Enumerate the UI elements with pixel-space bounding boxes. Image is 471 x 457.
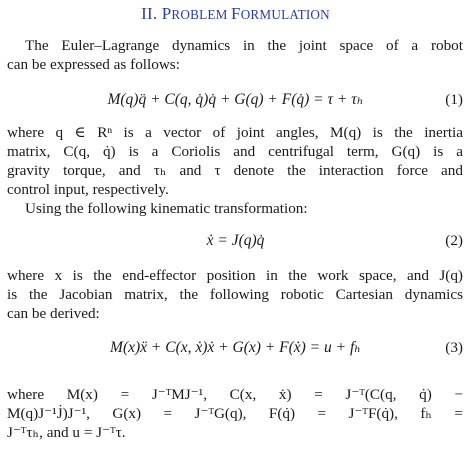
- equation-1: [0, 89, 471, 111]
- equation-3: [0, 337, 471, 359]
- paragraph-line: M(q)J⁻¹J̇)J⁻¹, G(x) = J⁻ᵀG(q), F(q̇) = J⁻ᵀF(q̇), fₕ =: [7, 405, 463, 422]
- paragraph-line: where q ∈ Rⁿ is a vector of joint angles, M(q) is the inertia: [7, 124, 463, 141]
- paragraph-line: where M(x) = J⁻ᵀMJ⁻¹, C(x, ẋ) = J⁻ᵀ(C(q, q̇) −: [7, 386, 463, 403]
- section-title-rest-2: ORMULATION: [240, 7, 330, 22]
- paragraph-line: gravity torque, and τₕ and τ denote the interaction force and: [7, 162, 463, 179]
- equation-formula: M(x)ẍ + C(x, ẋ)ẋ + G(x) + F(ẋ) = u + fₕ: [110, 339, 361, 356]
- equation-number: (1): [445, 91, 463, 108]
- equation-formula: M(q)q̈ + C(q, q̇)q̇ + G(q) + F(q̇) = τ + τₕ: [107, 91, 364, 108]
- section-number: II.: [141, 4, 158, 23]
- equation-2: [0, 230, 471, 252]
- section-title-cap-1: P: [161, 4, 172, 23]
- equation-number: (2): [445, 232, 463, 249]
- equation-number: (3): [445, 339, 463, 356]
- equation-formula: ẋ = J(q)q̇: [206, 232, 265, 249]
- paragraph-line: is the Jacobian matrix, the following robotic Cartesian dynamics: [7, 286, 463, 303]
- paragraph-line: The Euler–Lagrange dynamics in the joint space of a robot: [25, 37, 463, 54]
- paragraph-line: where x is the end-effector position in the work space, and J(q): [7, 267, 463, 284]
- section-title-cap-2: F: [231, 4, 241, 23]
- section-heading: [0, 4, 471, 24]
- paragraph-line: control input, respectively.: [7, 181, 169, 198]
- section-title-rest-1: ROBLEM: [171, 7, 232, 22]
- paragraph-line: can be expressed as follows:: [7, 56, 180, 73]
- paragraph-line: can be derived:: [7, 305, 100, 322]
- paragraph-line: J⁻ᵀτₕ, and u = J⁻ᵀτ.: [7, 424, 126, 441]
- paragraph-line: matrix, C(q, q̇) is a Coriolis and centrifugal term, G(q) is a: [7, 143, 463, 160]
- paragraph-line: Using the following kinematic transformation:: [25, 200, 308, 217]
